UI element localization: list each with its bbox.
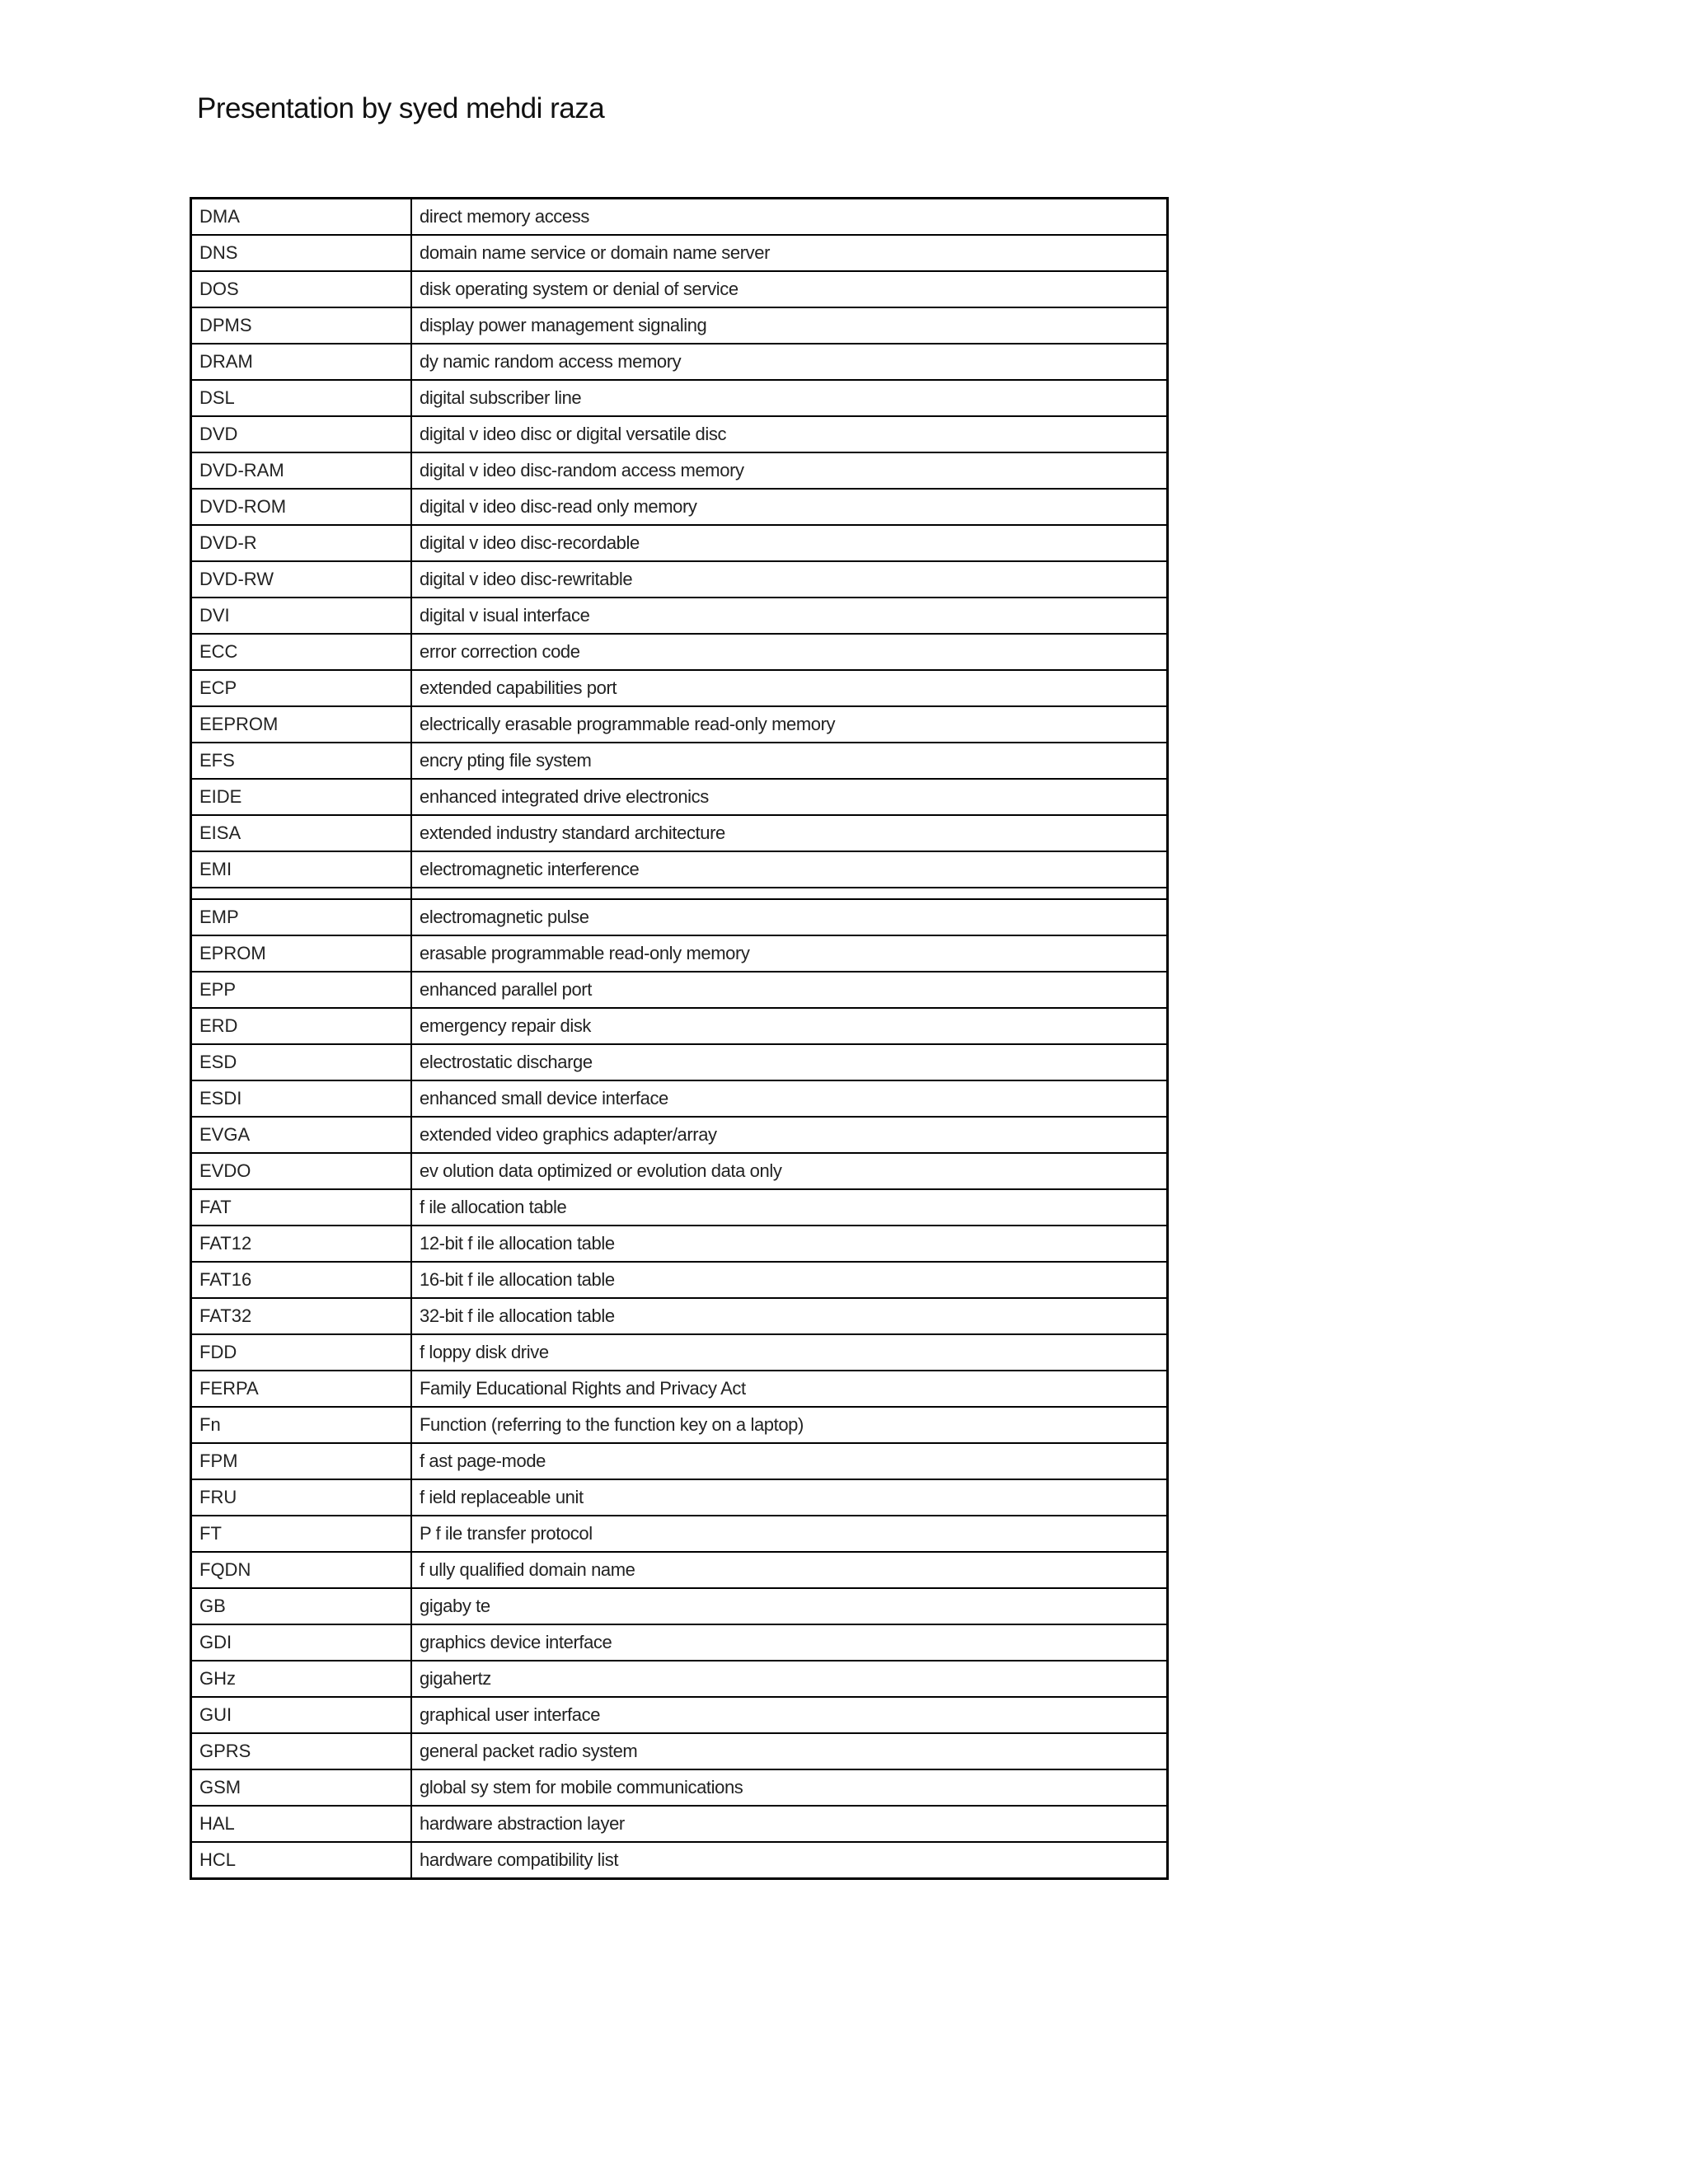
table-row [191,1189,1168,1226]
acronym-cell: DMA [191,199,412,236]
table-row [191,1806,1168,1842]
definition-cell: digital v ideo disc-random access memory [411,452,1168,489]
acronym-cell: ESD [191,1044,412,1080]
acronym-cell: GUI [191,1697,412,1733]
table-row [191,1153,1168,1189]
definition-cell: f ile allocation table [411,1189,1168,1226]
definition-cell: f loppy disk drive [411,1334,1168,1371]
definition-cell: graphics device interface [411,1624,1168,1661]
acronym-cell: DVD-ROM [191,489,412,525]
table-row [191,525,1168,561]
table-row [191,452,1168,489]
definition-cell: f ield replaceable unit [411,1479,1168,1516]
acronym-cell: DSL [191,380,412,416]
definition-cell [411,888,1168,899]
table-row [191,489,1168,525]
definition-cell: extended capabilities port [411,670,1168,706]
definition-cell: enhanced parallel port [411,972,1168,1008]
definition-cell: direct memory access [411,199,1168,236]
definition-cell: electromagnetic interference [411,851,1168,888]
acronym-cell: FAT16 [191,1262,412,1298]
acronym-cell: ESDI [191,1080,412,1117]
table-row [191,779,1168,815]
table-row [191,899,1168,935]
acronym-cell: FRU [191,1479,412,1516]
table-row [191,851,1168,888]
table-row [191,561,1168,598]
definition-cell: digital subscriber line [411,380,1168,416]
table-row [191,344,1168,380]
acronym-cell: EISA [191,815,412,851]
page-title: Presentation by syed mehdi raza [197,92,605,124]
acronym-cell: EMI [191,851,412,888]
table-row [191,1298,1168,1334]
table-row [191,1044,1168,1080]
table-row [191,1661,1168,1697]
acronym-cell: Fn [191,1407,412,1443]
definition-cell: erasable programmable read-only memory [411,935,1168,972]
table-row [191,634,1168,670]
acronym-cell: GDI [191,1624,412,1661]
table-row [191,935,1168,972]
definition-cell: digital v ideo disc-recordable [411,525,1168,561]
table-row [191,1552,1168,1588]
table-row [191,1008,1168,1044]
table-row [191,1516,1168,1552]
table-row [191,1624,1168,1661]
definition-cell: Family Educational Rights and Privacy Act [411,1371,1168,1407]
definition-cell: f ast page-mode [411,1443,1168,1479]
definition-cell: emergency repair disk [411,1008,1168,1044]
table-row [191,416,1168,452]
table-row [191,972,1168,1008]
acronym-cell: DPMS [191,307,412,344]
table-row [191,815,1168,851]
definition-cell: global sy stem for mobile communications [411,1769,1168,1806]
table-row [191,1371,1168,1407]
acronym-cell: FERPA [191,1371,412,1407]
definition-cell: Function (referring to the function key on a laptop) [411,1407,1168,1443]
table-row [191,1226,1168,1262]
definition-cell: electrostatic discharge [411,1044,1168,1080]
table-row [191,1334,1168,1371]
definition-cell: domain name service or domain name server [411,235,1168,271]
table-row [191,888,1168,899]
acronym-cell: DVD-R [191,525,412,561]
acronym-cell: EMP [191,899,412,935]
acronym-table [190,197,1169,1880]
acronym-cell: GSM [191,1769,412,1806]
definition-cell: extended industry standard architecture [411,815,1168,851]
table-row [191,1842,1168,1879]
acronym-cell: FPM [191,1443,412,1479]
acronym-cell [191,888,412,899]
definition-cell: enhanced integrated drive electronics [411,779,1168,815]
table-row [191,235,1168,271]
definition-cell: 16-bit f ile allocation table [411,1262,1168,1298]
definition-cell: graphical user interface [411,1697,1168,1733]
acronym-cell: EFS [191,743,412,779]
acronym-table-body [191,199,1168,1879]
acronym-cell: GB [191,1588,412,1624]
definition-cell: error correction code [411,634,1168,670]
acronym-cell: FAT12 [191,1226,412,1262]
table-row [191,743,1168,779]
table-row [191,380,1168,416]
acronym-cell: ECP [191,670,412,706]
acronym-cell: GPRS [191,1733,412,1769]
table-row [191,1117,1168,1153]
definition-cell: f ully qualified domain name [411,1552,1168,1588]
acronym-cell: EPROM [191,935,412,972]
acronym-cell: FT [191,1516,412,1552]
acronym-cell: EEPROM [191,706,412,743]
table-row [191,1479,1168,1516]
acronym-cell: EVGA [191,1117,412,1153]
acronym-cell: DVI [191,598,412,634]
acronym-cell: FAT32 [191,1298,412,1334]
acronym-cell: FDD [191,1334,412,1371]
acronym-cell: DVD-RAM [191,452,412,489]
acronym-cell: HCL [191,1842,412,1879]
acronym-cell: EVDO [191,1153,412,1189]
definition-cell: extended video graphics adapter/array [411,1117,1168,1153]
acronym-cell: DVD [191,416,412,452]
table-row [191,1262,1168,1298]
definition-cell: P f ile transfer protocol [411,1516,1168,1552]
acronym-cell: ERD [191,1008,412,1044]
definition-cell: electromagnetic pulse [411,899,1168,935]
acronym-cell: EIDE [191,779,412,815]
table-row [191,1443,1168,1479]
acronym-cell: DOS [191,271,412,307]
definition-cell: digital v isual interface [411,598,1168,634]
definition-cell: gigahertz [411,1661,1168,1697]
table-row [191,1588,1168,1624]
table-row [191,199,1168,236]
table-row [191,1733,1168,1769]
table-row [191,1080,1168,1117]
definition-cell: digital v ideo disc or digital versatile disc [411,416,1168,452]
definition-cell: hardware abstraction layer [411,1806,1168,1842]
table-row [191,598,1168,634]
definition-cell: gigaby te [411,1588,1168,1624]
definition-cell: ev olution data optimized or evolution data only [411,1153,1168,1189]
definition-cell: dy namic random access memory [411,344,1168,380]
definition-cell: display power management signaling [411,307,1168,344]
acronym-cell: FAT [191,1189,412,1226]
acronym-cell: EPP [191,972,412,1008]
acronym-cell: DVD-RW [191,561,412,598]
table-row [191,1697,1168,1733]
table-row [191,307,1168,344]
definition-cell: electrically erasable programmable read-only memory [411,706,1168,743]
definition-cell: enhanced small device interface [411,1080,1168,1117]
table-row [191,271,1168,307]
table-row [191,670,1168,706]
acronym-cell: DRAM [191,344,412,380]
definition-cell: encry pting file system [411,743,1168,779]
acronym-cell: FQDN [191,1552,412,1588]
definition-cell: digital v ideo disc-read only memory [411,489,1168,525]
acronym-cell: HAL [191,1806,412,1842]
definition-cell: disk operating system or denial of service [411,271,1168,307]
acronym-cell: GHz [191,1661,412,1697]
definition-cell: 12-bit f ile allocation table [411,1226,1168,1262]
definition-cell: 32-bit f ile allocation table [411,1298,1168,1334]
acronym-cell: DNS [191,235,412,271]
definition-cell: digital v ideo disc-rewritable [411,561,1168,598]
table-row [191,1769,1168,1806]
acronym-cell: ECC [191,634,412,670]
table-row [191,1407,1168,1443]
table-row [191,706,1168,743]
definition-cell: general packet radio system [411,1733,1168,1769]
definition-cell: hardware compatibility list [411,1842,1168,1879]
